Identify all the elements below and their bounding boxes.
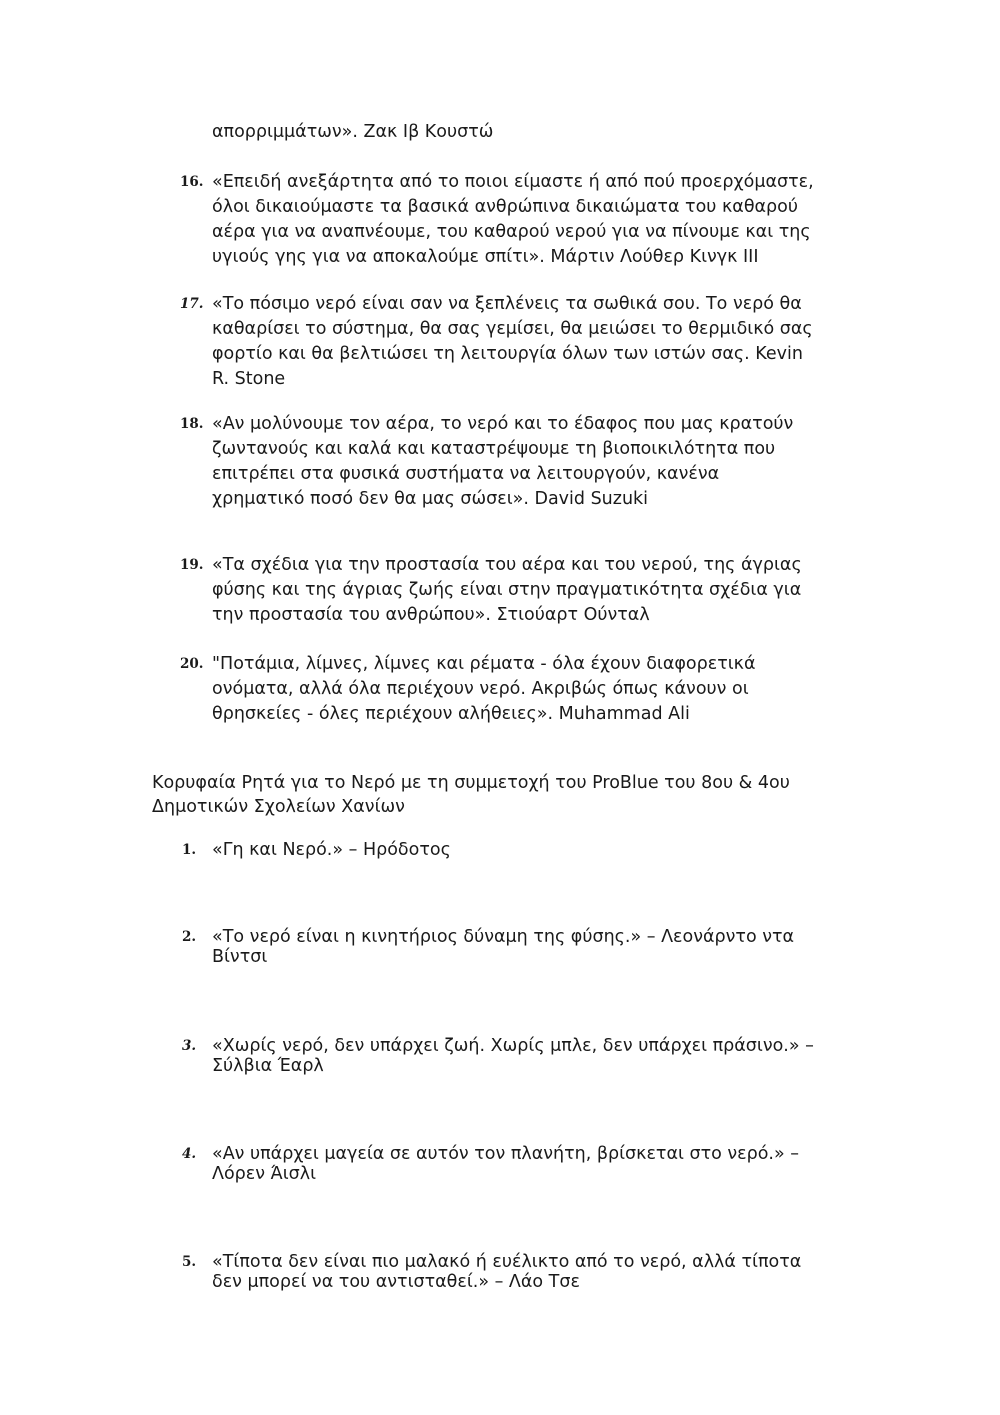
quote-line: επιτρέπει στα φυσικά συστήματα να λειτουργούν, κανένα xyxy=(212,464,720,484)
quote-number: 5. xyxy=(182,1254,197,1270)
heading-line: Κορυφαία Ρητά για το Νερό με τη συμμετοχή του ProBlue του 8ου & 4ου xyxy=(152,773,790,793)
quote-item xyxy=(212,1142,852,1187)
quote-line: την προστασία του ανθρώπου». Στιούαρτ Ούνταλ xyxy=(212,605,650,625)
section-heading xyxy=(152,771,852,819)
quote-number: 1. xyxy=(182,842,197,858)
quote-line: φορτίο και θα βελτιώσει τη λειτουργία όλων των ιστών σας. Kevin xyxy=(212,344,803,364)
quote-line: φύσης και της άγριας ζωής είναι στην πραγματικότητα σχέδια για xyxy=(212,580,802,600)
quote-line: χρηματικό ποσό δεν θα μας σώσει». David Suzuki xyxy=(212,489,649,509)
quote-number: 17. xyxy=(180,296,204,312)
quote-item xyxy=(212,1250,852,1295)
quote-number: 3. xyxy=(182,1038,197,1054)
quote-line: όλοι δικαιούμαστε τα βασικά ανθρώπινα δικαιώματα του καθαρού xyxy=(212,197,799,217)
quote-item xyxy=(212,553,852,628)
quote-item xyxy=(212,925,852,970)
quote-line: Λόρεν Άισλι xyxy=(212,1164,316,1184)
carryover-text: απορριμμάτων». Ζακ Ιβ Κουστώ xyxy=(212,122,494,142)
quote-line: «Αν μολύνουμε τον αέρα, το νερό και το έδαφος που μας κρατούν xyxy=(212,414,794,434)
quote-item xyxy=(212,170,852,270)
quote-line: «Γη και Νερό.» – Ηρόδοτος xyxy=(212,840,451,860)
quote-line: «Αν υπάρχει μαγεία σε αυτόν τον πλανήτη, βρίσκεται στο νερό.» – xyxy=(212,1144,800,1164)
quote-item xyxy=(212,1034,852,1079)
quote-line: «Τα σχέδια για την προστασία του αέρα και του νερού, της άγριας xyxy=(212,555,802,575)
quote-line: ζωντανούς και καλά και καταστρέψουμε τη βιοποικιλότητα που xyxy=(212,439,776,459)
quote-line: «Το νερό είναι η κινητήριος δύναμη της φύσης.» – Λεονάρντο ντα xyxy=(212,927,795,947)
quote-line: αέρα για να αναπνέουμε, του καθαρού νερού για να πίνουμε και της xyxy=(212,222,811,242)
quote-line: Σύλβια Έαρλ xyxy=(212,1056,324,1076)
quote-number: 2. xyxy=(182,929,197,945)
quote-line: R. Stone xyxy=(212,369,286,389)
quote-line: ονόματα, αλλά όλα περιέχουν νερό. Ακριβώς όπως κάνουν οι xyxy=(212,679,749,699)
quote-line: καθαρίσει το σύστημα, θα σας γεμίσει, θα μειώσει το θερμιδικό σας xyxy=(212,319,813,339)
quote-line: θρησκείες - όλες περιέχουν αλήθειες». Muhammad Ali xyxy=(212,704,690,724)
quote-line: «Επειδή ανεξάρτητα από το ποιοι είμαστε ή από πού προερχόμαστε, xyxy=(212,172,814,192)
quote-item xyxy=(212,412,852,512)
quote-line: «Τίποτα δεν είναι πιο μαλακό ή ευέλικτο από το νερό, αλλά τίποτα xyxy=(212,1252,802,1272)
quote-line: Βίντσι xyxy=(212,947,268,967)
heading-line: Δημοτικών Σχολείων Χανίων xyxy=(152,797,405,817)
quote-number: 4. xyxy=(182,1146,197,1162)
quote-item xyxy=(212,838,852,863)
quote-line: "Ποτάμια, λίμνες, λίμνες και ρέματα - όλα έχουν διαφορετικά xyxy=(212,654,756,674)
quote-item xyxy=(212,292,852,392)
quote-line: «Χωρίς νερό, δεν υπάρχει ζωή. Χωρίς μπλε, δεν υπάρχει πράσινο.» – xyxy=(212,1036,814,1056)
quote-item xyxy=(212,652,852,727)
quote-line: υγιούς γης για να αποκαλούμε σπίτι». Μάρτιν Λούθερ Κινγκ ΙΙΙ xyxy=(212,247,759,267)
quote-number: 18. xyxy=(180,416,204,432)
quote-number: 16. xyxy=(180,174,204,190)
quote-line: δεν μπορεί να του αντισταθεί.» – Λάο Τσε xyxy=(212,1272,580,1292)
quote-number: 19. xyxy=(180,557,204,573)
quote-number: 20. xyxy=(180,656,204,672)
quote-line: «Το πόσιμο νερό είναι σαν να ξεπλένεις τα σωθικά σου. Το νερό θα xyxy=(212,294,802,314)
